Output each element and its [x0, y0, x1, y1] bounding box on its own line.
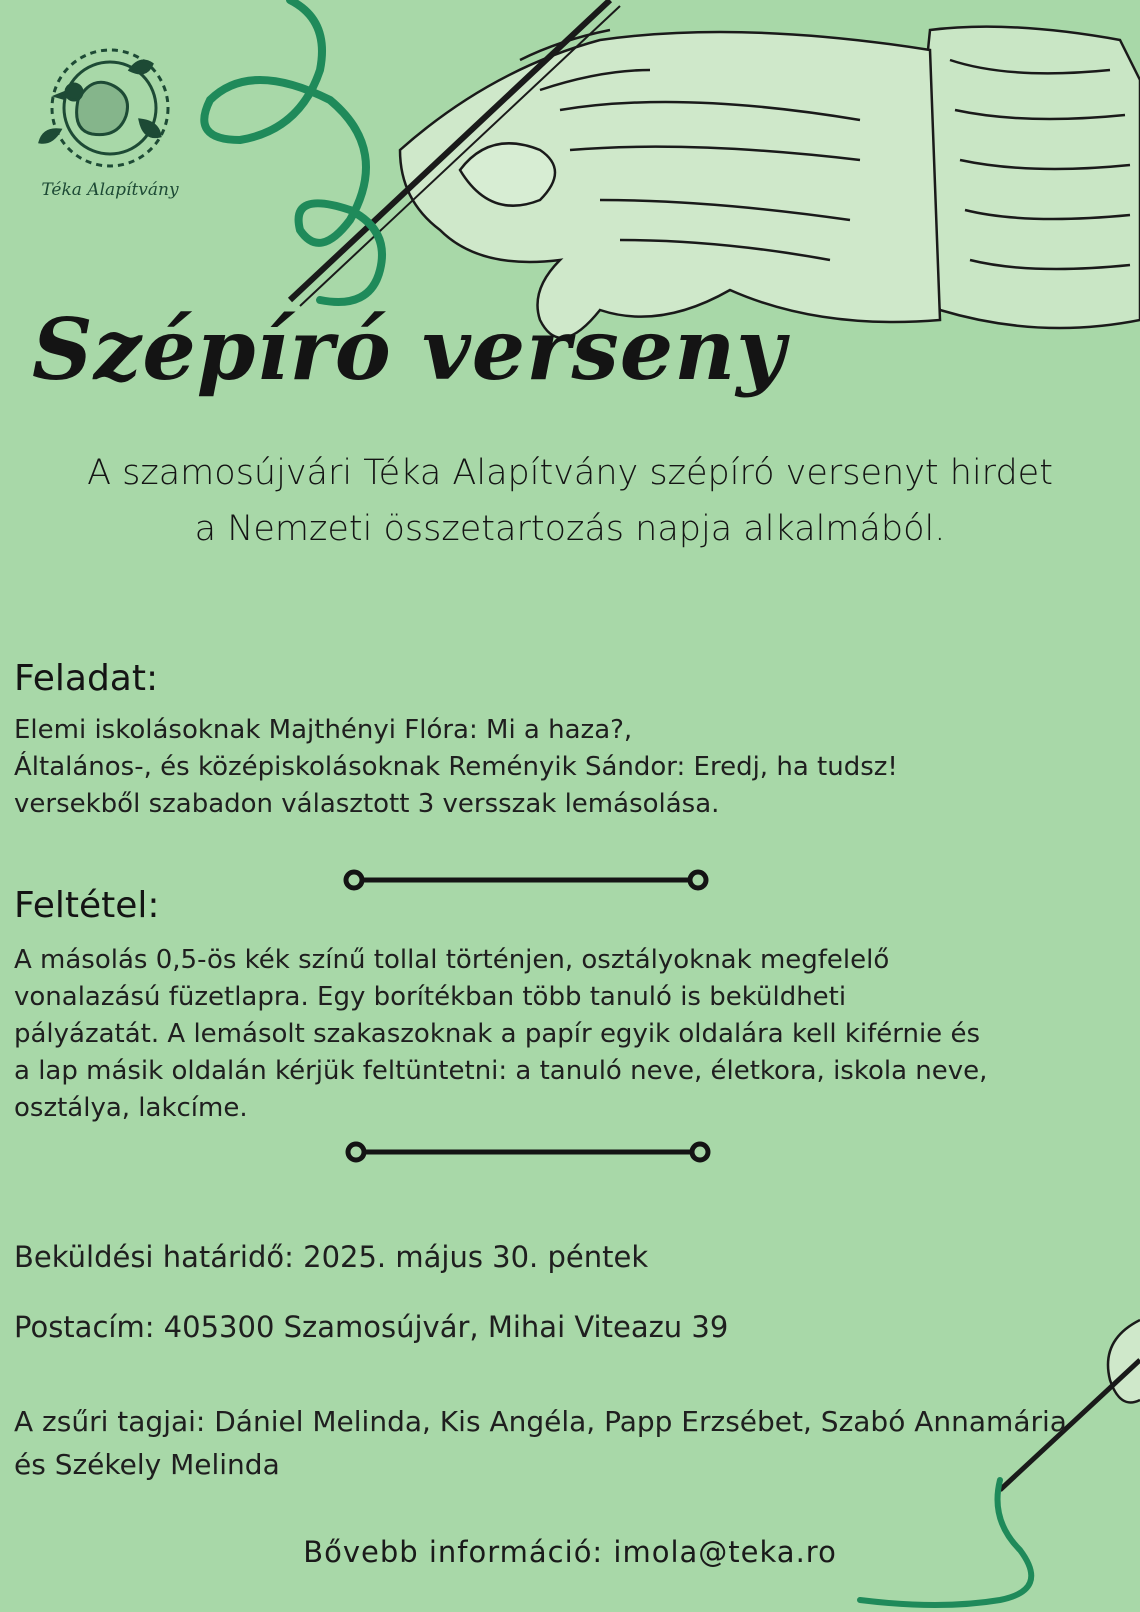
- contact-info[interactable]: Bővebb információ: imola@teka.ro: [303, 1535, 837, 1569]
- condition-line: osztálya, lakcíme.: [14, 1093, 248, 1123]
- task-heading: Feladat:: [14, 658, 159, 699]
- page-title: Szépíró verseny: [32, 300, 787, 399]
- deadline-text: Beküldési határidő: 2025. május 30. péntek: [14, 1240, 649, 1274]
- condition-line: pályázatát. A lemásolt szakaszoknak a papír egyik oldalára kell kiférnie és: [14, 1019, 980, 1049]
- logo-text: Téka Alapítvány: [41, 180, 179, 200]
- jury-text: [14, 1400, 1094, 1486]
- condition-line: A másolás 0,5-ös kék színű tollal történjen, osztályoknak megfelelő: [14, 945, 890, 975]
- task-line: Általános-, és középiskolásoknak Reményik Sándor: Eredj, ha tudsz!: [14, 752, 898, 782]
- condition-text: [14, 942, 1104, 1127]
- task-text: [14, 712, 1104, 823]
- divider-line-icon: [346, 872, 706, 888]
- condition-line: a lap másik oldalán kérjük feltüntetni: a tanuló neve, életkora, iskola neve,: [14, 1056, 988, 1086]
- task-line: Elemi iskolásoknak Majthényi Flóra: Mi a haza?,: [14, 715, 633, 745]
- intro-line: A szamosújvári Téka Alapítvány szépíró versenyt hirdet: [87, 453, 1053, 493]
- hand-holding-pen-icon: [290, 0, 1140, 338]
- divider-line-icon: [348, 1144, 708, 1160]
- bird-wreath-logo-icon: [40, 50, 168, 166]
- jury-line: és Székely Melinda: [14, 1448, 280, 1481]
- ink-swirl-icon: [204, 0, 382, 302]
- task-line: versekből szabadon választott 3 versszak lemásolása.: [14, 789, 720, 819]
- address-text: Postacím: 405300 Szamosújvár, Mihai Viteazu 39: [14, 1310, 729, 1344]
- intro-text: [0, 445, 1140, 557]
- intro-line: a Nemzeti összetartozás napja alkalmából.: [194, 509, 946, 549]
- condition-line: vonalazású füzetlapra. Egy borítékban több tanuló is beküldheti: [14, 982, 847, 1012]
- condition-heading: Feltétel:: [14, 885, 160, 926]
- jury-line: A zsűri tagjai: Dániel Melinda, Kis Angéla, Papp Erzsébet, Szabó Annamária: [14, 1405, 1067, 1438]
